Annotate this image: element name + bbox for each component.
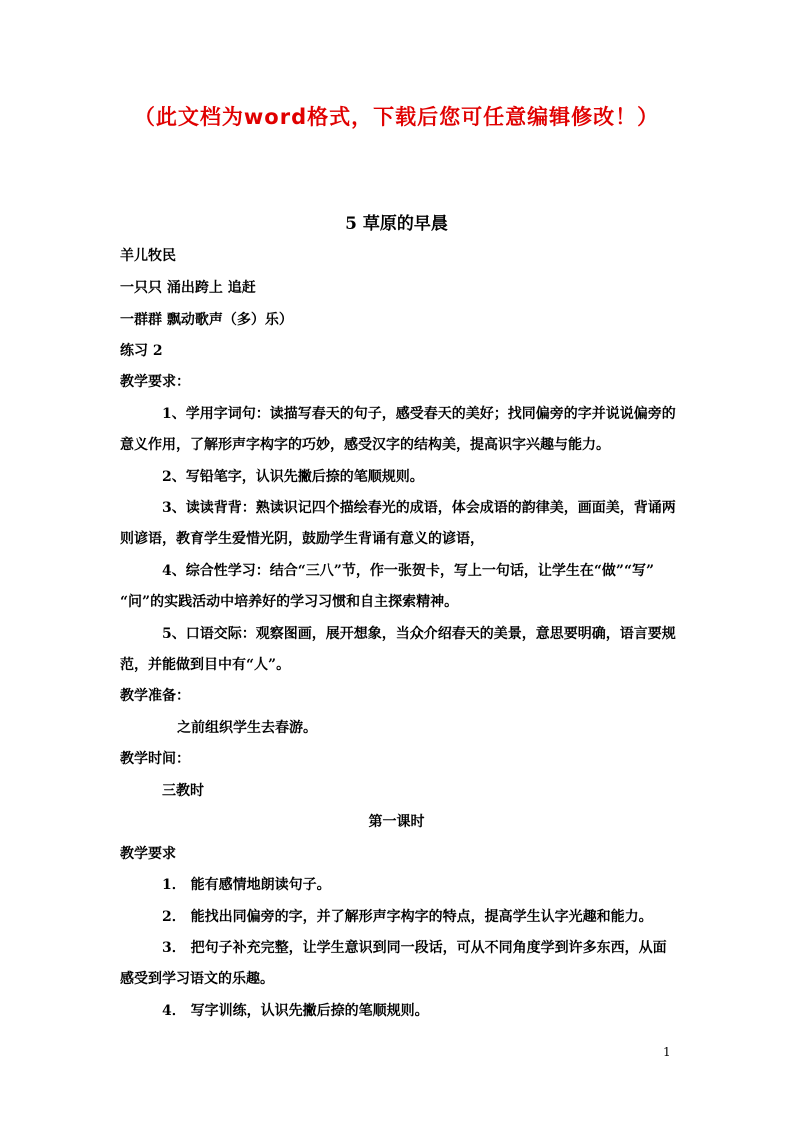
requirement-item: 4、综合性学习：结合“三八”节，作一张贺卡，写上一句话，让学生在“做”“写” (162, 563, 655, 579)
requirement-item-cont: 意义作用，了解形声字构字的巧妙，感受汉字的结构美，提高识字兴趣与能力。 (120, 437, 610, 453)
time-heading: 教学时间： (120, 751, 190, 767)
requirement-item: 2、写铅笔字，认识先撇后捺的笔顺规则。 (162, 469, 424, 485)
preparation-heading: 教学准备： (120, 688, 190, 704)
lesson-requirement: 4． 写字训练，认识先撇后捺的笔顺规则。 (162, 1003, 429, 1019)
vocab-line: 羊儿牧民 (120, 248, 176, 264)
editable-notice-banner: （此文档为word格式，下载后您可任意编辑修改！） (133, 105, 660, 129)
lesson-requirements-heading: 教学要求 (120, 846, 176, 862)
lesson-title: 5 草原的早晨 (345, 214, 448, 234)
page-number: 1 (663, 1045, 671, 1059)
requirement-item: 5、口语交际：观察图画，展开想象，当众介绍春天的美景，意思要明确，语言要规 (162, 626, 676, 642)
lesson-requirement: 2． 能找出同偏旁的字，并了解形声字构字的特点，提高学生认字光趣和能力。 (162, 909, 653, 925)
requirement-item-cont: “问”的实践活动中培养好的学习习惯和自主探索精神。 (120, 594, 459, 610)
lesson-requirement: 3． 把句子补充完整，让学生意识到同一段话，可从不同角度学到许多东西，从面 (162, 940, 667, 956)
requirement-item-cont: 范，并能做到目中有“人”。 (120, 657, 291, 673)
time-text: 三教时 (162, 783, 204, 799)
lesson-period-title: 第一课时 (368, 814, 425, 830)
lesson-requirement-cont: 感受到学习语文的乐趣。 (120, 971, 274, 987)
requirements-heading: 教学要求： (120, 374, 190, 390)
requirement-item-cont: 则谚语，教育学生爱惜光阴，鼓励学生背诵有意义的谚语， (120, 531, 484, 547)
section-heading: 练习 2 (120, 343, 163, 359)
vocab-line: 一只只 涌出跨上 追赶 (120, 280, 256, 296)
preparation-text: 之前组织学生去春游。 (177, 720, 317, 736)
vocab-line: 一群群 飘动歌声（多）乐） (120, 312, 293, 328)
requirement-item: 3、读读背背：熟读识记四个描绘春光的成语，体会成语的韵律美，画面美，背诵两 (162, 500, 676, 516)
requirement-item: 1、学用字词句：读描写春天的句子，感受春天的美好；找同偏旁的字并说说偏旁的 (162, 406, 676, 422)
lesson-requirement: 1． 能有感情地朗读句子。 (162, 877, 331, 893)
